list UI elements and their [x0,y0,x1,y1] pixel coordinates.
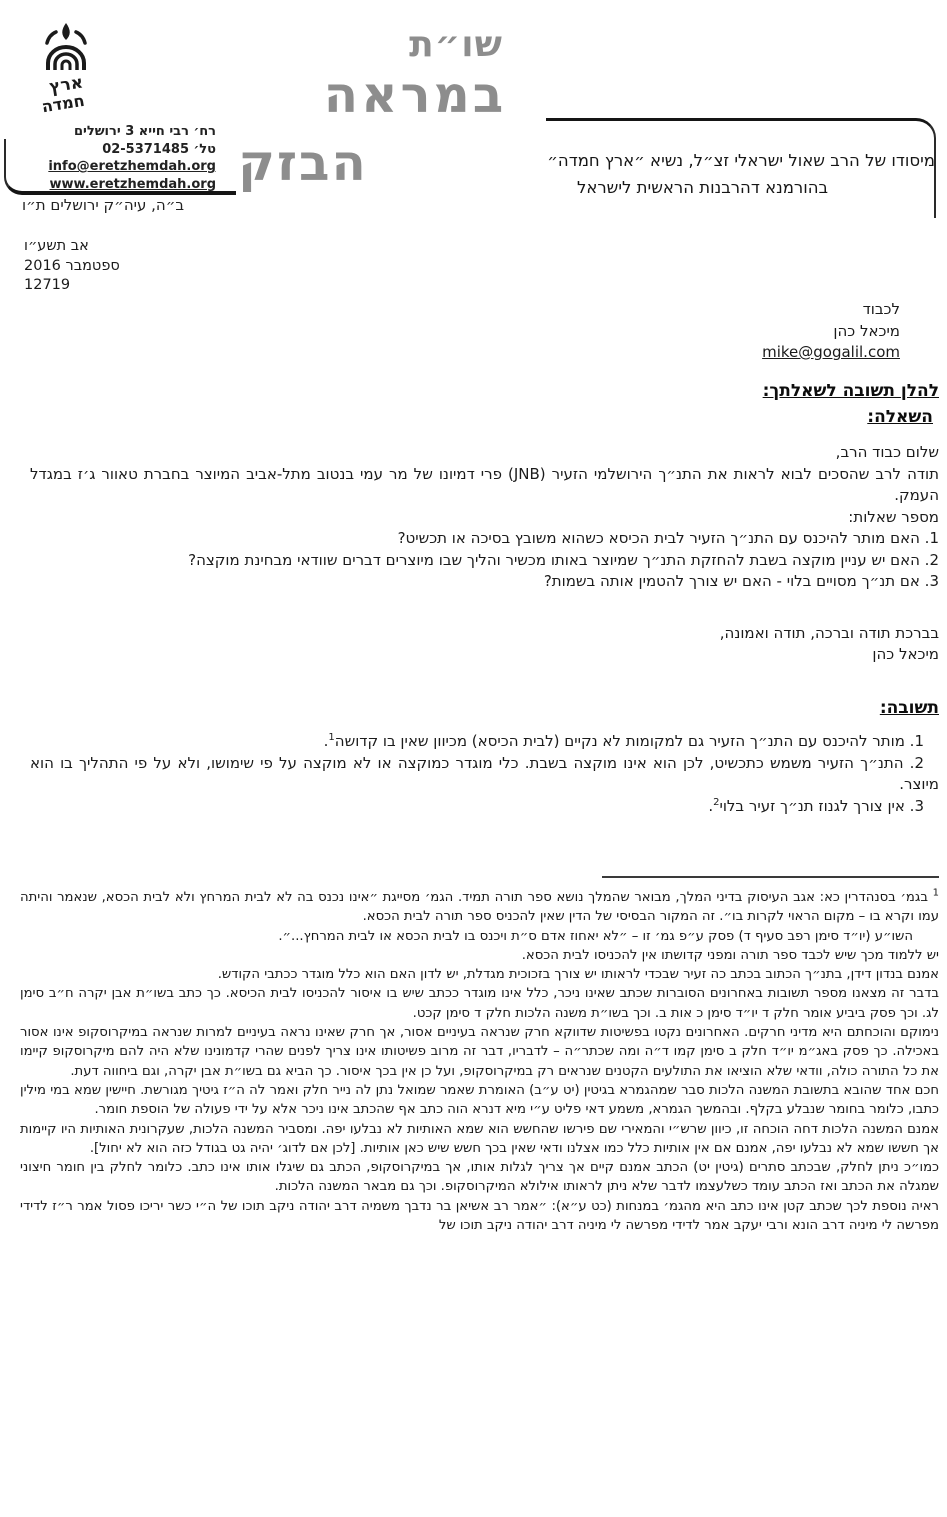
footnote-paragraph: חכם אחד שהובא בתשובת המשנה הלכות סבר שמהגמרא בגיטין (יט ע״ב) האומרת שאמר שמואל נתן לה נייר חלק ואמר לה ה״ז גיטיך מגורשת. חיישין שמא במי מילין כתבו, כלומר בחומר שנבלע בקלף. ובהמשך הגמרא, משמע דאי פליט ע״י מיא דנרא הוה כתב אף שהכתב אינו ניכר אלא על ידי פעולה של הוספת חומר. [20,1082,939,1118]
gregorian-date: ספטמבר 2016 [24,257,120,274]
question-intro: תודה לרב שהסכים לבוא לראות את התנ״ך הירושלמי הזעיר (JNB) פרי דמיונו של מר עמי בנטוב מתל-אביב המיוצר בחברת טאוור ג׳ז במגדל העמק. [30,464,940,504]
answer-item [30,753,939,796]
footnotes-block [20,888,939,1235]
footnote-paragraph: נימוקם והוכחתם היא מדיני חרקים. האחרונים נקטו בפשיטות שדווקא חרק שנראה בעיניים אסור, אך חרק שאינו נראה בעיניים למרות שנראה במיקרוסקופ אינו אסור באכילה. כך פסק באג״מ יו״ד חלק ב סימן קמו ד״ה ומה שכתר״ה – לדבריו, דבר זה מרוב פשיטותו אינו צריך לפנים שהרי קדמונינו שלא היה להם מיקרוסקופ קיימו את כל התורה כולה, וודאי שלא הוציאו את התולעים הקטנים שנראים רק במיקרוסקופ, ועל כן אין בכך איסור. כך הביא גם בשו״ת אבן יקרה, וגם ביחווה דעת. [20,1025,939,1079]
subtitle-rabbinate-line: בהורמנא דהרבנות הראשית לישראל [576,178,829,197]
letterhead-subtitle [470,147,935,201]
spacer [30,593,939,623]
recipient-block [762,299,900,364]
website-link[interactable]: www.eretzhemdah.org [49,176,216,192]
footnote-paragraph: יש ללמוד מכך שיש לכבד ספר תורה ומפני קדושתו אין להכניסו לבית הכסא. [521,947,939,963]
question-body [30,442,939,666]
answer-item-text: 1. מותר להיכנס עם התנ״ך הזעיר גם למקומות לא נקיים (לבית הכיסא) מכיוון שאין בו קדושה [334,732,924,750]
footnote-paragraph: אמנם המשנה הלכות דחה הוכחה זו, כיוון שרש״י והמאירי שם פירשו שהחשש הוא שמא האותיות לא נבלעו יפה. ומסביר המשנה הלכות, שעקרונית האותיות היו קיימות אך חששו שמא לא נבלעו יפה, אמנם אם אין אותיות כלל כמו אצלנו ודאי שאין בכך חשש שיש כאן אותיות. [לכן אם לדוג׳ יהיה גט בגודל כזה הוא לא יחול]. [20,1121,939,1156]
answer-item-punct: . [323,732,329,750]
question-list-intro: מספר שאלות: [848,507,939,526]
footnote-paragraph [20,888,939,927]
footnote-divider [602,876,939,878]
question-item: 2. האם יש עניין מוקצה בשבת להחזקת התנ״ך שמיוצר באותו מכשיר והליך שבו מיוצרים דברים שוודאי מבחינת מוקצה? [188,550,939,569]
footnote-marker-1: 1 [932,887,939,899]
menorah-flame-icon [26,20,106,120]
subtitle-founder-line: מיסודו של הרב שאול ישראלי זצ״ל, נשיא ״ארץ חמדה״ [547,151,935,170]
recipient-email-link[interactable]: mike@gogalil.com [762,343,900,361]
letterhead-left-rule [4,139,236,195]
footnote-paragraph: ראיה נוספת לכך שכתב קטן אינו כתב היא מהגמ׳ במנחות (כט ע״א): ״אמר רב אשיאן בר נדבך משמיה דרב יהודה ניקב תוכו של ה״י כשר יריכו פסול אמר ר״ז לדידי מפרשה לי מיניה דרב הונא ורבי יעקב אמר לדידי מפרשה לי מיניה דרב יהודה ניקב תוכו של [20,1198,939,1234]
footnote-ref-1: 1 [328,732,335,743]
question-closing: בברכת תודה וברכה, תודה ואמונה, [719,623,939,642]
series-title-habazak: הבזק [238,134,368,192]
logo-text-line1: ארץ [47,72,85,98]
footnote-paragraph: כמו״כ ניתן לחלק, שבכתב סתרים (גיטין יט) הכתב אמנם קיים אך צריך לגלות אותו, אך במיקרוסקופ, הכתב גם שיגלו אותו אינו כתב. כלומר לחלק בין חומר חיצוני שמגלה את הכתב ואז הכתב עומד כשלעצמו לדבר שלא ניתן לראותו אילולא המיקרוסקופ. וכך גם מבאר המשנה הלכות. [20,1160,939,1195]
answer-item-text: 2. התנ״ך הזעיר משמש כתכשיט, לכן הוא אינו מוקצה בשבת. כלי מוגדר כמוקצה או לא מוקצה על פי שימושו, ולא על פי התהליך בו הוא מיוצר. [30,753,939,793]
footnote-paragraph: השו״ע (יו״ד סימן רפב סעיף ד) פסק ע״פ גמ׳ זו – ״לא יאחוז אדם ס״ת ויכנס בו לבית הכסא או לבית המרחץ...״. [278,928,913,944]
hebrew-date: אב תשע״ו [24,238,89,254]
blessing-line: ב״ה, עיה״ק ירושלים ת״ו [22,196,185,214]
question-item: 3. אם תנ״ך מסויים בלוי - האם יש צורך להטמין אותה בשמות? [543,572,939,590]
answer-item-text: 3. אין צורך לגנוז תנ״ך זעיר בלוי [719,796,924,815]
recipient-salutation: לכבוד [862,300,900,318]
reference-number: 12719 [24,277,71,293]
recipient-name: מיכאל כהן [833,321,900,340]
eretz-hemdah-logo [26,20,106,120]
address-street: רח׳ רבי חייא 3 ירושלים [73,124,216,139]
question-greeting: שלום כבוד הרב, [835,443,939,461]
answer-item-punct: . [708,796,714,815]
intro-heading: להלן תשובה לשאלתך: [762,381,939,401]
email-link[interactable]: info@eretzhemdah.org [48,159,216,174]
date-block [24,237,120,296]
question-heading: השאלה: [867,407,933,427]
logo-text-line2: חמדה [40,90,86,117]
answer-item [30,731,939,753]
answer-heading: תשובה: [879,698,939,718]
answer-body [30,731,939,817]
footnote-paragraph: אמנם בנדון דידן, בתנ״ך הכתוב בכתב כה זעיר שבכדי לראותו יש צורך בזכוכית מגדלת, יש לדון האם הוא כלל מוגדר ככתבי הקודש. [217,967,939,983]
question-item: 1. האם מותר להיכנס עם התנ״ך הזעיר לבית הכיסא כשהוא משובץ בסיכה או תכשיט? [397,529,939,547]
address-phone: טל׳ 02-5371485 [102,141,216,157]
series-title-shut: שו״ת [409,24,503,65]
answer-item [30,796,939,818]
question-signature: מיכאל כהן [872,645,939,663]
series-title-bemareh: במראה [323,66,507,124]
footnote-text: בגמ׳ בסנהדרין כא: אגב העיסוק בדיני המלך, מבואר שהמלך נושא ספר תורה תמיד. הגמ׳ מסייגת ״אינו נכנס בה לא לבית המרחץ ולא לבית הכסא, שנאמר והיתה עמו וקרא בו – מקום הראוי לקרות בו״. זה המקור הבסיסי של הדין שאין להכניס ספר תורה לבית הכסא. [20,890,939,925]
footnote-paragraph: בדבר זה מצאנו מספר תשובות באחרונים הסוברות שכתב שאינו ניכר, כלל אינו מוגדר ככתב שיש בו איסור להכניסו לבית הכיסא. כך כתב בשו״ת אבן יקרה ח״ב סימן לג. וכך פסק ביביע אומר חלק ד יו״ד סימן כ אות ב. וכך בשו״ת משנה הלכות חלק ד סימן קכט. [20,986,939,1021]
footnote-ref-2: 2 [713,796,720,808]
